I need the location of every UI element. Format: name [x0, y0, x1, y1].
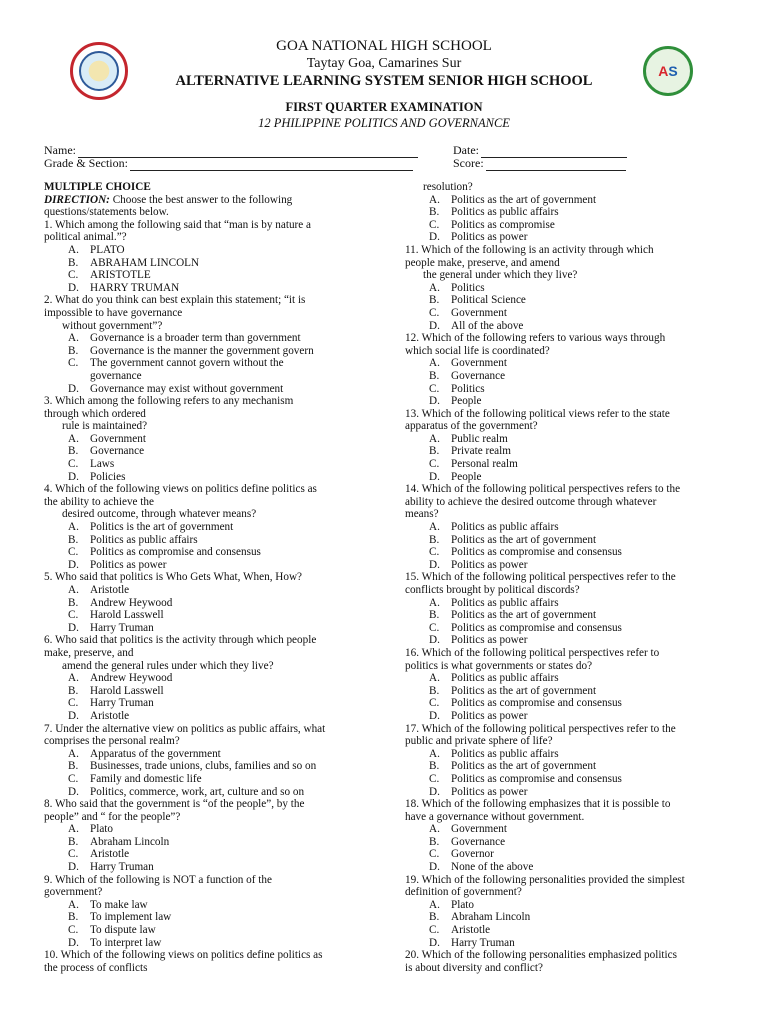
- option-letter: C.: [68, 697, 79, 710]
- option-letter: A.: [429, 357, 440, 370]
- answer-option: [405, 370, 725, 383]
- option-text: Politics as power: [451, 634, 528, 647]
- option-letter: C.: [68, 924, 79, 937]
- option-text: Businesses, trade unions, clubs, families and so on: [90, 760, 317, 773]
- option-text: HARRY TRUMAN: [90, 281, 180, 294]
- option-text: Politics as compromise and consensus: [451, 621, 622, 634]
- question-text: 20. Which of the following personalities emphasized politics: [405, 949, 677, 962]
- question-text: 16. Which of the following political perspectives refer to: [405, 646, 660, 659]
- option-text: People: [451, 470, 482, 483]
- option-text: All of the above: [451, 319, 524, 332]
- option-text: Politics as compromise and consensus: [451, 546, 622, 559]
- question-text: 17. Which of the following political perspectives refer to the: [405, 722, 676, 735]
- option-letter: D.: [429, 231, 440, 244]
- answer-option: [44, 911, 384, 924]
- option-letter: D.: [68, 558, 79, 571]
- answer-option: [405, 685, 725, 698]
- option-text: To dispute law: [90, 924, 156, 937]
- als-logo-letter-a: A: [658, 63, 669, 79]
- question-text: 15. Which of the following political perspectives refer to the: [405, 571, 676, 584]
- answer-option: [405, 433, 725, 446]
- option-text: Governance may exist without government: [90, 382, 284, 395]
- option-letter: B.: [429, 369, 440, 382]
- question-text: 4. Which of the following views on politics define politics as: [44, 483, 317, 496]
- answer-option: [44, 345, 384, 358]
- option-letter: D.: [429, 558, 440, 571]
- answer-option: [405, 786, 725, 799]
- option-text: Politics is the art of government: [90, 521, 234, 534]
- question-text: 14. Which of the following political perspectives refers to the: [405, 483, 681, 496]
- option-letter: A.: [68, 521, 79, 534]
- answer-option: [44, 773, 384, 786]
- option-text: Governance: [451, 835, 506, 848]
- option-text: Governance: [451, 369, 506, 382]
- option-letter: D.: [429, 395, 440, 408]
- option-letter: A.: [68, 672, 79, 685]
- option-letter: B.: [68, 445, 79, 458]
- answer-option: [405, 307, 725, 320]
- option-text: Harry Truman: [90, 621, 154, 634]
- question-text: desired outcome, through whatever means?: [62, 508, 257, 521]
- question-text: means?: [405, 508, 439, 521]
- subject-title: 12 PHILIPPINE POLITICS AND GOVERNANCE: [258, 116, 510, 130]
- direction-line-2: questions/statements below.: [44, 206, 169, 219]
- answer-option: [405, 546, 725, 559]
- option-letter: A.: [68, 432, 79, 445]
- answer-option: [44, 622, 384, 635]
- answer-option: [405, 521, 725, 534]
- option-text: Aristotle: [90, 709, 130, 722]
- answer-option: [405, 534, 725, 547]
- date-label: Date:: [453, 143, 479, 157]
- question-text: conflicts brought by political discords?: [405, 584, 580, 596]
- option-text: Politics as power: [451, 558, 528, 571]
- option-letter: D.: [68, 936, 79, 949]
- score-label: Score:: [453, 156, 484, 170]
- answer-option: [44, 697, 384, 710]
- answer-option: [405, 937, 725, 950]
- answer-option: [405, 748, 725, 761]
- question-text: resolution?: [423, 181, 473, 193]
- answer-option: [44, 244, 384, 257]
- question-text: politics is what governments or states do?: [405, 659, 593, 672]
- answer-option: [44, 672, 384, 685]
- option-text: Aristotle: [90, 584, 130, 596]
- als-logo-letter-s: S: [668, 63, 678, 79]
- answer-option: [44, 760, 384, 773]
- option-text: To make law: [90, 898, 148, 911]
- question-text: 18. Which of the following emphasizes that it is possible to: [405, 798, 671, 811]
- option-letter: D.: [68, 709, 79, 722]
- option-text: None of the above: [451, 861, 534, 874]
- option-text: Abraham Lincoln: [90, 835, 170, 848]
- answer-option: [44, 937, 384, 950]
- answer-option: [44, 848, 384, 861]
- answer-option: [405, 622, 725, 635]
- option-letter: B.: [68, 760, 79, 773]
- option-letter: A.: [429, 898, 440, 911]
- option-letter: B.: [68, 256, 79, 269]
- option-letter: A.: [68, 584, 79, 596]
- answer-option: [44, 383, 384, 396]
- option-letter: B.: [429, 684, 440, 697]
- option-letter: C.: [429, 924, 440, 937]
- option-text: Public realm: [451, 432, 508, 445]
- answer-option: [405, 710, 725, 723]
- answer-option: [44, 899, 384, 912]
- answer-option: [44, 597, 384, 610]
- direction-label: DIRECTION:: [44, 193, 110, 206]
- answer-option: [44, 370, 384, 383]
- option-letter: A.: [429, 596, 440, 609]
- option-text: Governance is the manner the government govern: [90, 344, 314, 357]
- option-text: Politics, commerce, work, art, culture and so on: [90, 785, 305, 798]
- option-letter: C.: [429, 697, 440, 710]
- question-text: which social life is coordinated?: [405, 344, 550, 357]
- option-text: Political Science: [451, 294, 526, 307]
- option-letter: C.: [68, 458, 79, 471]
- question-text: 3. Which among the following refers to any mechanism: [44, 395, 294, 408]
- answer-option: [405, 458, 725, 471]
- answer-option: [44, 458, 384, 471]
- option-text: ABRAHAM LINCOLN: [90, 256, 200, 269]
- option-letter: B.: [429, 206, 440, 219]
- option-letter: C.: [429, 458, 440, 471]
- option-letter: C.: [429, 546, 440, 559]
- question-text: government?: [44, 886, 103, 899]
- section-title: MULTIPLE CHOICE: [44, 181, 151, 193]
- option-letter: A.: [429, 747, 440, 760]
- answer-option: [405, 823, 725, 836]
- option-letter: A.: [68, 243, 79, 256]
- question-text: impossible to have governance: [44, 306, 183, 319]
- option-letter: A.: [429, 432, 440, 445]
- left-question-column: [44, 181, 384, 974]
- answer-option: [405, 282, 725, 295]
- answer-option: [44, 357, 384, 370]
- answer-option: [44, 257, 384, 270]
- answer-option: [44, 521, 384, 534]
- answer-option: [405, 836, 725, 849]
- answer-option: [405, 219, 725, 232]
- option-text: PLATO: [90, 243, 125, 256]
- question-text: 19. Which of the following personalities provided the simplest: [405, 873, 685, 886]
- answer-option: [405, 294, 725, 307]
- question-text: ability to achieve the desired outcome through whatever: [405, 495, 657, 508]
- option-letter: C.: [68, 546, 79, 559]
- option-text: Aristotle: [451, 924, 491, 937]
- answer-option: [44, 584, 384, 597]
- answer-option: [405, 848, 725, 861]
- question-text: 11. Which of the following is an activity through which: [405, 243, 654, 256]
- exam-header: [0, 0, 768, 135]
- answer-option: [44, 471, 384, 484]
- answer-option: [44, 269, 384, 282]
- question-text: 10. Which of the following views on politics define politics as: [44, 949, 323, 962]
- option-text: Politics as power: [451, 785, 528, 798]
- answer-option: [44, 332, 384, 345]
- option-letter: A.: [68, 332, 79, 345]
- option-letter: A.: [429, 193, 440, 206]
- option-letter: A.: [68, 823, 79, 836]
- question-text: people” and “ for the people”?: [44, 810, 181, 823]
- question-text: 12. Which of the following refers to various ways through: [405, 332, 666, 345]
- grade-section-label: Grade & Section:: [44, 156, 128, 170]
- question-text: is about diversity and conflict?: [405, 961, 543, 974]
- option-letter: C.: [429, 218, 440, 231]
- answer-option: [405, 861, 725, 874]
- school-name: GOA NATIONAL HIGH SCHOOL: [276, 38, 492, 54]
- option-text: The government cannot govern without the: [90, 357, 284, 370]
- question-text: the general under which they live?: [423, 269, 578, 282]
- answer-option: [44, 748, 384, 761]
- answer-option: [405, 672, 725, 685]
- exam-title: FIRST QUARTER EXAMINATION: [285, 100, 483, 114]
- option-letter: A.: [429, 521, 440, 534]
- option-text: Harry Truman: [451, 936, 515, 949]
- option-letter: B.: [429, 760, 440, 773]
- option-text: Andrew Heywood: [90, 672, 173, 685]
- option-text: Politics: [451, 382, 485, 395]
- option-letter: D.: [429, 470, 440, 483]
- answer-option: [405, 634, 725, 647]
- option-text: Politics as compromise and consensus: [451, 697, 622, 710]
- question-text: 8. Who said that the government is “of the people”, by the: [44, 798, 305, 811]
- answer-option: [44, 710, 384, 723]
- answer-option: [44, 559, 384, 572]
- option-letter: B.: [429, 911, 440, 924]
- question-text: 7. Under the alternative view on politics as public affairs, what: [44, 722, 326, 735]
- option-text: Harold Lasswell: [90, 609, 164, 622]
- answer-option: [44, 282, 384, 295]
- option-text: Politics as compromise and consensus: [451, 772, 622, 785]
- option-text: Politics as compromise: [451, 218, 555, 231]
- option-text: Laws: [90, 458, 115, 471]
- option-text: Politics as public affairs: [451, 672, 559, 685]
- option-letter: A.: [429, 281, 440, 294]
- answer-option: [405, 395, 725, 408]
- question-text: have a governance without government.: [405, 810, 585, 823]
- option-letter: B.: [68, 596, 79, 609]
- option-text: Policies: [90, 470, 126, 483]
- option-letter: A.: [429, 823, 440, 836]
- answer-option: [405, 911, 725, 924]
- answer-option: [405, 320, 725, 333]
- option-text: Politics as public affairs: [451, 206, 559, 219]
- score-field[interactable]: [453, 156, 626, 171]
- answer-option: [44, 786, 384, 799]
- option-letter: A.: [68, 898, 79, 911]
- option-text: Plato: [90, 823, 113, 836]
- option-text: Politics as public affairs: [451, 747, 559, 760]
- option-letter: D.: [429, 785, 440, 798]
- answer-option: [44, 685, 384, 698]
- option-text: Politics: [451, 281, 485, 294]
- option-text: To interpret law: [90, 936, 162, 949]
- score-blank-line[interactable]: [486, 159, 626, 171]
- answer-option: [44, 546, 384, 559]
- question-text: amend the general rules under which they live?: [62, 659, 274, 672]
- answer-option: [405, 609, 725, 622]
- question-text: rule is maintained?: [62, 420, 148, 433]
- option-text: Government: [451, 306, 507, 319]
- option-text: Governor: [451, 848, 494, 861]
- answer-option: [405, 924, 725, 937]
- option-letter: B.: [68, 835, 79, 848]
- program-title: ALTERNATIVE LEARNING SYSTEM SENIOR HIGH SCHOOL: [175, 73, 593, 89]
- option-text: Governance is a broader term than government: [90, 332, 301, 345]
- option-letter: D.: [68, 281, 79, 294]
- option-letter: C.: [429, 772, 440, 785]
- option-text: Apparatus of the government: [90, 747, 221, 760]
- option-letter: B.: [429, 609, 440, 622]
- answer-option: [44, 534, 384, 547]
- option-text: Government: [451, 823, 507, 836]
- answer-option: [44, 823, 384, 836]
- option-letter: C.: [429, 382, 440, 395]
- option-letter: C.: [68, 357, 79, 370]
- option-letter: D.: [429, 709, 440, 722]
- option-text: Private realm: [451, 445, 511, 458]
- option-letter: D.: [429, 861, 440, 874]
- answer-option: [405, 559, 725, 572]
- answer-option: [405, 697, 725, 710]
- school-address: Taytay Goa, Camarines Sur: [306, 56, 462, 71]
- option-text: Abraham Lincoln: [451, 911, 531, 924]
- option-text: Politics as public affairs: [451, 521, 559, 534]
- option-text: ARISTOTLE: [90, 269, 151, 282]
- option-letter: C.: [429, 848, 440, 861]
- question-text: 9. Which of the following is NOT a function of the: [44, 873, 272, 886]
- answer-option: [405, 206, 725, 219]
- answer-option: [405, 383, 725, 396]
- question-text: 6. Who said that politics is the activity through which people: [44, 634, 317, 647]
- option-letter: B.: [429, 294, 440, 307]
- answer-option: [44, 836, 384, 849]
- option-text: Politics as the art of government: [451, 684, 597, 697]
- question-text: 13. Which of the following political views refer to the state: [405, 407, 670, 420]
- option-letter: D.: [68, 470, 79, 483]
- question-text: public and private sphere of life?: [405, 735, 553, 748]
- option-text: Politics as power: [451, 231, 528, 244]
- answer-option: [44, 433, 384, 446]
- answer-option: [44, 609, 384, 622]
- question-text: 5. Who said that politics is Who Gets What, When, How?: [44, 571, 302, 584]
- option-letter: C.: [429, 306, 440, 319]
- answer-option: [405, 471, 725, 484]
- option-letter: B.: [68, 344, 79, 357]
- question-text: apparatus of the government?: [405, 420, 538, 433]
- direction-text: Choose the best answer to the following: [109, 193, 293, 206]
- option-text: Politics as the art of government: [451, 760, 597, 773]
- grade-section-field[interactable]: [44, 156, 413, 171]
- option-text: Politics as power: [90, 558, 167, 571]
- option-text: Harry Truman: [90, 861, 154, 874]
- option-letter: D.: [429, 936, 440, 949]
- option-letter: A.: [429, 672, 440, 685]
- question-text: people make, preserve, and amend: [405, 256, 560, 269]
- option-letter: B.: [429, 445, 440, 458]
- question-text: the ability to achieve the: [44, 495, 154, 508]
- option-letter: D.: [68, 621, 79, 634]
- answer-option: [44, 924, 384, 937]
- option-letter: B.: [68, 533, 79, 546]
- answer-option: [405, 357, 725, 370]
- question-text: without government”?: [62, 319, 163, 332]
- option-letter: D.: [68, 861, 79, 874]
- answer-option: [405, 194, 725, 207]
- right-question-column: [405, 181, 725, 974]
- option-text: Harry Truman: [90, 697, 154, 710]
- option-text: Politics as public affairs: [451, 596, 559, 609]
- question-text: political animal.”?: [44, 231, 127, 244]
- name-label: Name:: [44, 143, 76, 157]
- option-letter: D.: [68, 785, 79, 798]
- answer-option: [405, 760, 725, 773]
- option-text: Family and domestic life: [90, 772, 202, 785]
- option-text: Government: [451, 357, 507, 370]
- option-letter: B.: [68, 911, 79, 924]
- question-text: 1. Which among the following said that “man is by nature a: [44, 218, 311, 231]
- question-text: 2. What do you think can best explain this statement; “it is: [44, 294, 306, 307]
- direction-line: [44, 194, 384, 207]
- option-letter: B.: [68, 684, 79, 697]
- option-letter: C.: [68, 772, 79, 785]
- option-text: Politics as the art of government: [451, 533, 597, 546]
- answer-option: [44, 445, 384, 458]
- question-text: make, preserve, and: [44, 646, 134, 659]
- option-letter: C.: [68, 848, 79, 861]
- option-letter: A.: [68, 747, 79, 760]
- question-text: definition of government?: [405, 886, 522, 899]
- option-letter: C.: [68, 269, 79, 282]
- answer-option: [405, 445, 725, 458]
- answer-option: [405, 231, 725, 244]
- question-text: through which ordered: [44, 407, 146, 420]
- option-text: Government: [90, 432, 146, 445]
- option-text: Aristotle: [90, 848, 130, 861]
- answer-option: [405, 597, 725, 610]
- question-text: the process of conflicts: [44, 961, 148, 974]
- answer-option: [44, 861, 384, 874]
- option-text: Politics as the art of government: [451, 609, 597, 622]
- option-text: Harold Lasswell: [90, 684, 164, 697]
- option-letter: C.: [68, 609, 79, 622]
- option-letter: D.: [68, 382, 79, 395]
- option-text: Politics as compromise and consensus: [90, 546, 261, 559]
- question-text: comprises the personal realm?: [44, 735, 180, 748]
- option-text: Politics as power: [451, 709, 528, 722]
- option-letter: D.: [429, 319, 440, 332]
- answer-option: [405, 773, 725, 786]
- option-text: Personal realm: [451, 458, 518, 471]
- grade-section-blank-line[interactable]: [130, 159, 413, 171]
- option-text: To implement law: [90, 911, 172, 924]
- option-text: People: [451, 395, 482, 408]
- option-letter: D.: [429, 634, 440, 647]
- answer-option: [405, 899, 725, 912]
- option-letter: B.: [429, 533, 440, 546]
- option-text: Plato: [451, 898, 474, 911]
- option-text: governance: [90, 369, 142, 382]
- option-letter: C.: [429, 621, 440, 634]
- option-letter: B.: [429, 835, 440, 848]
- option-text: Andrew Heywood: [90, 596, 173, 609]
- option-text: Politics as the art of government: [451, 193, 597, 206]
- option-text: Politics as public affairs: [90, 533, 198, 546]
- option-text: Governance: [90, 445, 145, 458]
